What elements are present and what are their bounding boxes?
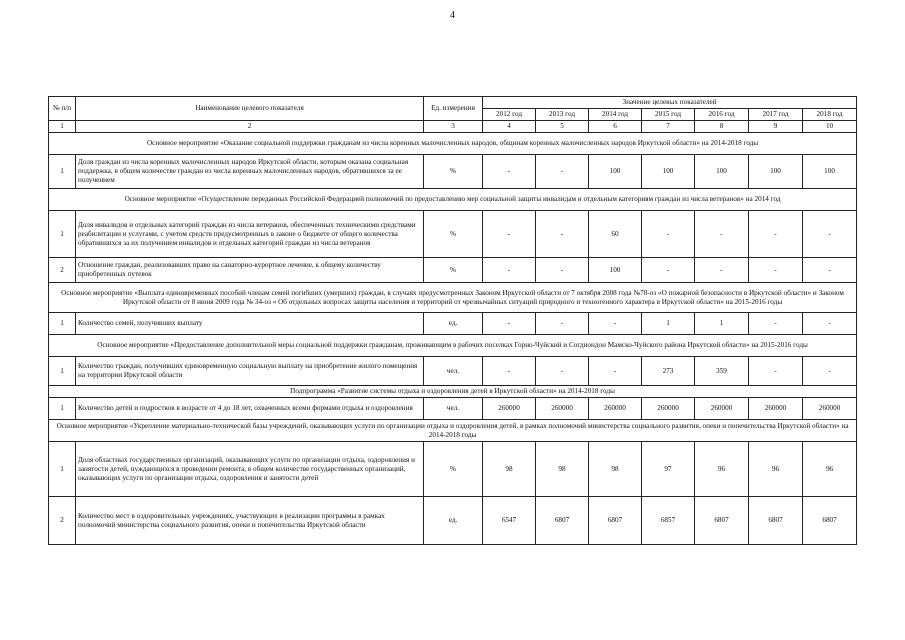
indicator-row: [49, 313, 857, 335]
indicator-name: Количество семей, получивших выплату: [76, 313, 424, 335]
indicator-name: Доля инвалидов и отдельных категорий граждан из числа ветеранов, обеспеченных техническими средствами реабилитации и услугами, с учетом средств предусмотренных в законе о бюджете от общего количества обратившихся за их получением инвалидов и отдельных категорий граждан из числа ветеранов: [76, 211, 424, 258]
value-cell: 6547: [483, 497, 536, 545]
unit-cell: %: [424, 211, 483, 258]
row-number: 1: [49, 442, 76, 497]
value-cell: 359: [695, 357, 749, 386]
indicators-table: [48, 96, 857, 545]
value-cell: 97: [642, 442, 695, 497]
column-index-cell: 4: [483, 121, 536, 133]
value-cell: -: [536, 258, 589, 283]
column-index-cell: 6: [589, 121, 642, 133]
section-title: Основное мероприятие «Осуществление переданных Российской Федерацией полномочий по предоставлению мер социальной защиты инвалидам и отдельным категориям граждан из числа ветеранов» на 2014 год: [49, 189, 857, 211]
value-cell: 260000: [536, 398, 589, 420]
value-cell: 100: [589, 155, 642, 189]
page-number: 4: [450, 10, 455, 21]
unit-cell: чел.: [424, 398, 483, 420]
unit-cell: ед.: [424, 497, 483, 545]
value-cell: -: [483, 357, 536, 386]
indicator-row: [49, 211, 857, 258]
indicator-name: Отношение граждан, реализовавших право на санаторно-курортное лечение, к общему количеству приобретенных путевок: [76, 258, 424, 283]
row-number: 1: [49, 398, 76, 420]
value-cell: -: [749, 211, 803, 258]
section-row: [49, 420, 857, 442]
value-cell: 98: [483, 442, 536, 497]
value-cell: 260000: [589, 398, 642, 420]
value-cell: -: [642, 211, 695, 258]
indicator-row: [49, 155, 857, 189]
year-header: 2012 год: [483, 109, 536, 121]
value-cell: 260000: [749, 398, 803, 420]
value-cell: 96: [803, 442, 857, 497]
unit-cell: чел.: [424, 357, 483, 386]
column-index-cell: 5: [536, 121, 589, 133]
value-cell: 96: [695, 442, 749, 497]
value-cell: 1: [642, 313, 695, 335]
value-cell: 100: [589, 258, 642, 283]
unit-cell: %: [424, 155, 483, 189]
indicator-name: Количество детей и подростков в возрасте от 4 до 18 лет, охваченных всеми формами отдыха и оздоровления: [76, 398, 424, 420]
value-cell: -: [483, 155, 536, 189]
value-cell: -: [536, 313, 589, 335]
value-cell: 100: [749, 155, 803, 189]
year-header: 2013 год: [536, 109, 589, 121]
value-cell: 98: [536, 442, 589, 497]
column-index-cell: 8: [695, 121, 749, 133]
value-cell: 273: [642, 357, 695, 386]
section-title: Основное мероприятие «Выплата единовременных пособий членам семей погибших (умерших) граждан, в случаях предусмотренных Законом Иркутской области от 7 октября 2008 года №78-оз «О пожарной безопасности в Иркутской области» и Законом Иркутской области от 8 июня 2009 года № 34-оз « Об отдельных вопросах защиты населения и территорий от чрезвычайных ситуаций природного и техногенного характера в Иркутской области» на 2015-2016 годы: [49, 283, 857, 313]
value-cell: -: [695, 211, 749, 258]
value-cell: 100: [642, 155, 695, 189]
section-row: [49, 283, 857, 313]
year-header: 2017 год: [749, 109, 803, 121]
col-num-header: № п/п: [49, 97, 76, 121]
column-index-cell: 1: [49, 121, 76, 133]
indicator-name: Доля областных государственных организаций, оказывающих услуги по организации отдыха, оздоровления и занятости детей, нуждающихся в проведении ремонта, в общем количестве государственных организаций, оказывающих услуги по организации отдыха, оздоровления и занятости детей: [76, 442, 424, 497]
section-title: Основное мероприятие «Предоставление дополнительной меры социальной поддержки гражданам, проживающим в рабочих поселках Горно-Чуйский и Согдиондон Мамско-Чуйского района Иркутской области» на 2015-2016 годы: [49, 335, 857, 357]
section-row: [49, 133, 857, 155]
value-cell: 6807: [749, 497, 803, 545]
value-cell: 260000: [803, 398, 857, 420]
value-cell: -: [803, 211, 857, 258]
col-unit-header: Ед. измерения: [424, 97, 483, 121]
section-title: Основное мероприятие «Укрепление материально-технической базы учреждений, оказывающих услуги по организации отдыха и оздоровления детей, в рамках полномочий министерства социального развития, опеки и попечительства Иркутской области» на 2014-2018 годы: [49, 420, 857, 442]
section-row: [49, 386, 857, 398]
value-cell: -: [536, 211, 589, 258]
col-name-header: Наименование целевого показателя: [76, 97, 424, 121]
row-number: 2: [49, 258, 76, 283]
unit-cell: %: [424, 442, 483, 497]
indicator-name: Доля граждан из числа коренных малочисленных народов Иркутской области, которым оказана социальная поддержка, в общем количестве граждан из числа коренных малочисленных народов, обратившихся за ее получением: [76, 155, 424, 189]
section-title: Подпрограмма «Развитие системы отдыха и оздоровления детей в Иркутской области» на 2014-2018 годы: [49, 386, 857, 398]
value-cell: -: [536, 155, 589, 189]
value-cell: -: [642, 258, 695, 283]
column-index-cell: 7: [642, 121, 695, 133]
indicator-row: [49, 258, 857, 283]
value-cell: -: [803, 258, 857, 283]
value-cell: 100: [803, 155, 857, 189]
value-cell: -: [695, 258, 749, 283]
row-number: 2: [49, 497, 76, 545]
col-values-header: Значение целевых показателей: [483, 97, 857, 109]
value-cell: 260000: [642, 398, 695, 420]
value-cell: 1: [695, 313, 749, 335]
value-cell: -: [749, 258, 803, 283]
value-cell: 6807: [589, 497, 642, 545]
value-cell: 260000: [695, 398, 749, 420]
value-cell: 260000: [483, 398, 536, 420]
column-index-cell: 9: [749, 121, 803, 133]
value-cell: -: [589, 357, 642, 386]
value-cell: 60: [589, 211, 642, 258]
row-number: 1: [49, 155, 76, 189]
indicator-row: [49, 357, 857, 386]
value-cell: 98: [589, 442, 642, 497]
indicator-name: Количество граждан, получивших единовременную социальную выплату на приобретение жилого помещения на территории Иркутской области: [76, 357, 424, 386]
value-cell: 6807: [536, 497, 589, 545]
value-cell: 100: [695, 155, 749, 189]
indicator-row: [49, 398, 857, 420]
value-cell: -: [803, 357, 857, 386]
value-cell: -: [803, 313, 857, 335]
section-row: [49, 335, 857, 357]
row-number: 1: [49, 211, 76, 258]
year-header: 2015 год: [642, 109, 695, 121]
value-cell: 6807: [695, 497, 749, 545]
indicator-row: [49, 497, 857, 545]
column-index-cell: 2: [76, 121, 424, 133]
section-row: [49, 189, 857, 211]
value-cell: -: [749, 313, 803, 335]
unit-cell: ед.: [424, 313, 483, 335]
year-header: 2018 год: [803, 109, 857, 121]
value-cell: -: [483, 313, 536, 335]
unit-cell: %: [424, 258, 483, 283]
section-title: Основное мероприятие «Оказание социальной поддержки гражданам из числа коренных малочисленных народов, общинам коренных малочисленных народов Иркутской области» на 2014-2018 годы: [49, 133, 857, 155]
value-cell: -: [749, 357, 803, 386]
row-number: 1: [49, 313, 76, 335]
column-index-cell: 3: [424, 121, 483, 133]
value-cell: 6807: [803, 497, 857, 545]
value-cell: -: [483, 211, 536, 258]
column-index-cell: 10: [803, 121, 857, 133]
value-cell: -: [536, 357, 589, 386]
indicator-row: [49, 442, 857, 497]
year-header: 2014 год: [589, 109, 642, 121]
value-cell: -: [483, 258, 536, 283]
row-number: 1: [49, 357, 76, 386]
year-header: 2016 год: [695, 109, 749, 121]
value-cell: 6857: [642, 497, 695, 545]
value-cell: 96: [749, 442, 803, 497]
indicator-name: Количество мест в оздоровительных учреждениях, участвующих в реализации программы в рамках полномочий министерства социального развития, опеки и попечительства Иркутской области: [76, 497, 424, 545]
value-cell: -: [589, 313, 642, 335]
